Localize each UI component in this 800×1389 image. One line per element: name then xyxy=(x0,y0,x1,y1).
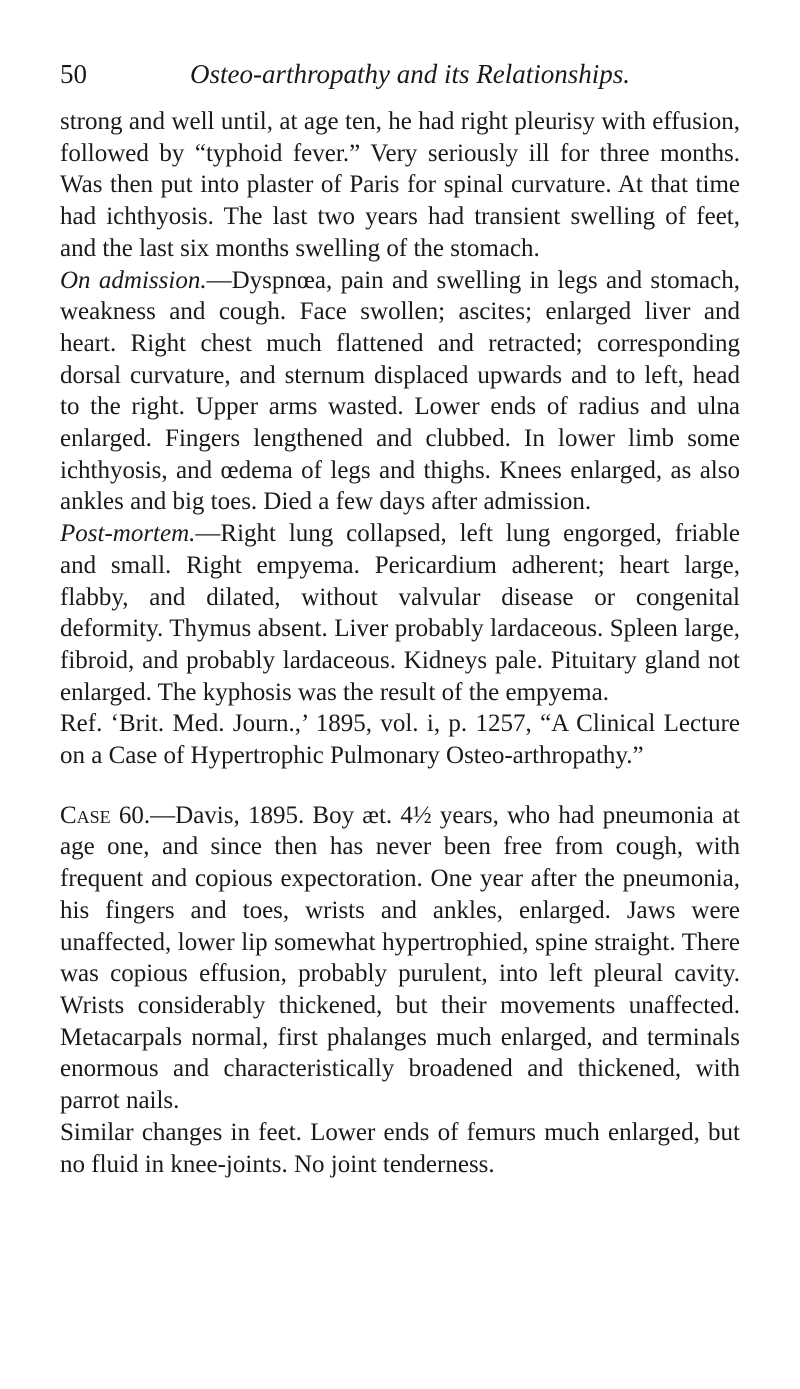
paragraph-post-mortem xyxy=(60,518,740,708)
paragraph-continuation xyxy=(60,106,740,265)
paragraph-case-60 xyxy=(60,800,740,1117)
paragraph-text: —Right lung collapsed, left lung engorged, friable and small. Right empyema. Pericardium adherent; heart large, flabby, and dilated, without valvular disease or congenital deformity. Thymus absent. Liver probably lardaceous. Spleen large, fibroid, and probably lardaceous. Kidneys pale. Pituitary gland not enlarged. The kyphosis was the result of the empyema. xyxy=(60,520,740,706)
paragraph-admission xyxy=(60,265,740,519)
body-text xyxy=(60,106,740,1180)
paragraph-text: Similar changes in feet. Lower ends of femurs much enlarged, but no fluid in knee-joints. No joint tenderness. xyxy=(60,1118,740,1178)
paragraph-text: strong and well until, at age ten, he had right pleurisy with effusion, followed by “typhoid fever.” Very seriously ill for three months. Was then put into plaster of Paris for spinal curvature. At that time had ichthyosis. The last two years had transient swelling of feet, and the last six months swelling of the stomach. xyxy=(60,108,740,262)
reference-text: Ref. ‘Brit. Med. Journ.,’ 1895, vol. i, p. 1257, “A Clinical Lecture on a Case of Hypertrophic Pulmonary Osteo-arthropathy.” xyxy=(60,710,740,770)
paragraph-feet xyxy=(60,1117,740,1180)
case-label: Case 60. xyxy=(60,801,151,829)
section-label-admission: On admission. xyxy=(60,266,207,294)
running-head xyxy=(60,58,740,90)
paragraph-text: —Davis, 1895. Boy æt. 4½ years, who had pneumonia at age one, and since then has never been free from cough, with frequent and copious expectoration. One year after the pneumonia, his fingers and toes, wrists and ankles, enlarged. Jaws were unaffected, lower lip somewhat hypertrophied, spine straight. There was copious effusion, probably purulent, into left pleural cavity. Wrists considerably thickened, but their movements unaffected. Metacarpals normal, first phalanges much enlarged, and terminals enormous and characteristically broadened and thickened, with parrot nails. xyxy=(60,801,740,1115)
paragraph-reference xyxy=(60,708,740,771)
page-number: 50 xyxy=(60,59,87,89)
paragraph-text: —Dyspnœa, pain and swelling in legs and stomach, weakness and cough. Face swollen; ascites; enlarged liver and heart. Right chest much flattened and retracted; corresponding dorsal curvature, and sternum displaced upwards and to left, head to the right. Upper arms wasted. Lower ends of radius and ulna enlarged. Fingers lengthened and clubbed. In lower limb some ichthyosis, and œdema of legs and thighs. Knees enlarged, as also ankles and big toes. Died a few days after admission. xyxy=(60,266,740,516)
running-title: Osteo-arthropathy and its Relationships. xyxy=(190,59,630,89)
section-label-post-mortem: Post-mortem. xyxy=(60,520,196,548)
